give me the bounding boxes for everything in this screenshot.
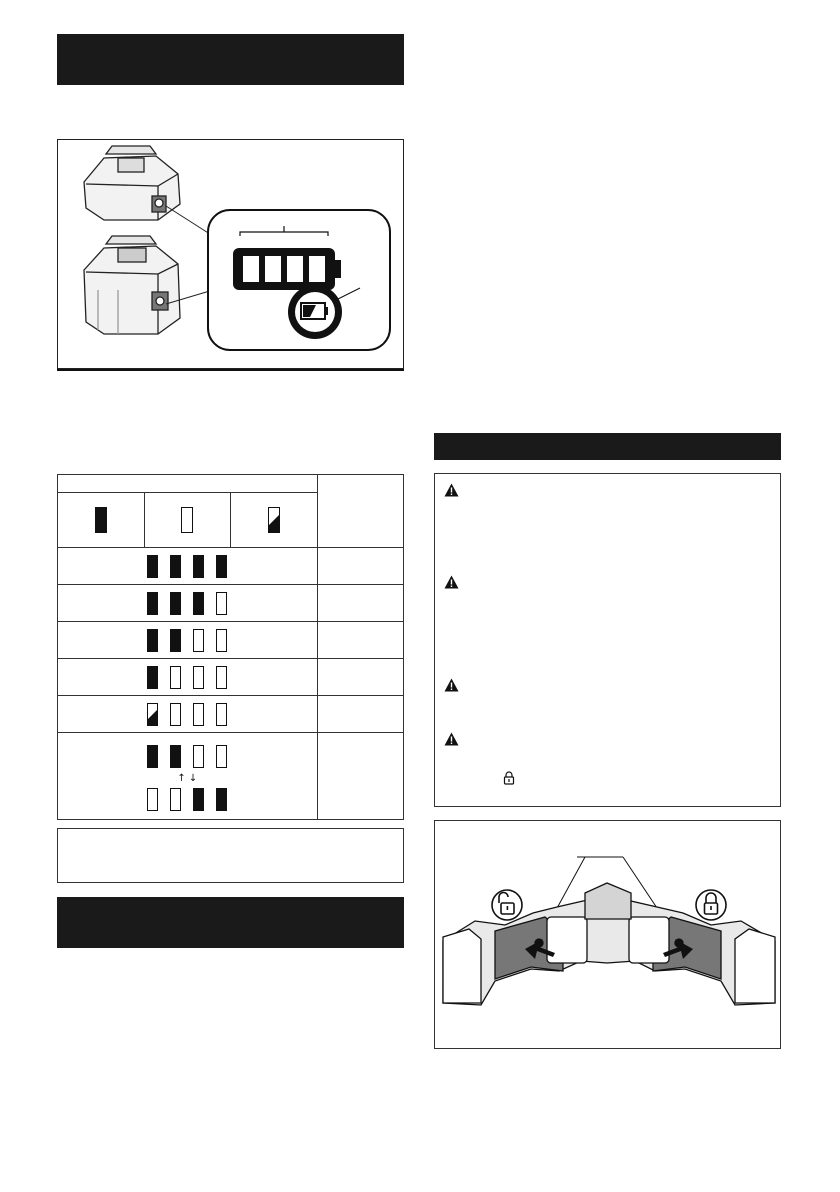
gauge-lamp-1 bbox=[243, 256, 259, 282]
warning-triangle-icon bbox=[444, 678, 459, 692]
capacity-cell bbox=[317, 548, 403, 585]
battery-pack-small bbox=[84, 146, 180, 220]
lamp-on-icon bbox=[147, 555, 158, 578]
table-row bbox=[58, 733, 404, 820]
table-header-lamps bbox=[58, 475, 318, 493]
lamp-off-icon bbox=[216, 592, 227, 615]
lock-switch-figure bbox=[434, 820, 781, 1049]
battery-pack-large bbox=[84, 236, 180, 334]
lamp-row-4 bbox=[58, 659, 318, 696]
lamp-on-icon bbox=[170, 555, 181, 578]
table-row bbox=[58, 659, 404, 696]
lamp-on-icon bbox=[216, 788, 227, 811]
lamp-off-icon bbox=[147, 788, 158, 811]
gauge-lamp-2 bbox=[265, 256, 281, 282]
lamp-row-2 bbox=[58, 585, 318, 622]
legend-blinking bbox=[231, 493, 318, 548]
tool-illustration bbox=[435, 821, 780, 1048]
lamp-off-icon bbox=[193, 745, 204, 768]
alternating-arrows-icon: ↑ ↓ bbox=[177, 773, 198, 784]
lamp-off-icon bbox=[170, 788, 181, 811]
lamp-on-icon bbox=[193, 788, 204, 811]
section-heading-bar-3 bbox=[434, 433, 781, 460]
indicator-table bbox=[57, 474, 404, 820]
lamp-off-icon bbox=[216, 666, 227, 689]
lamp-off-icon bbox=[216, 745, 227, 768]
lamp-row-6 bbox=[58, 733, 318, 820]
capacity-cell bbox=[317, 696, 403, 733]
gauge-lamp-4 bbox=[309, 256, 325, 282]
lamp-off-icon bbox=[216, 629, 227, 652]
lamp-on-icon bbox=[193, 555, 204, 578]
legend-off bbox=[144, 493, 231, 548]
lamp-on-icon bbox=[147, 592, 158, 615]
capacity-cell bbox=[317, 659, 403, 696]
lock-icon bbox=[696, 890, 726, 920]
lamp-on-icon bbox=[147, 745, 158, 768]
table-row bbox=[58, 585, 404, 622]
warning-triangle-icon bbox=[444, 483, 459, 497]
battery-indicator-figure bbox=[57, 139, 404, 369]
capacity-cell bbox=[317, 585, 403, 622]
section-heading-bar-1 bbox=[57, 34, 404, 85]
lock-icon bbox=[503, 771, 515, 785]
figure-underline bbox=[57, 369, 404, 371]
note-box bbox=[57, 828, 404, 883]
lamp-on-icon bbox=[95, 507, 107, 533]
lamp-blinking-icon bbox=[268, 507, 280, 533]
lamp-off-icon bbox=[216, 703, 227, 726]
lamp-on-icon bbox=[170, 629, 181, 652]
lamp-off-icon bbox=[193, 629, 204, 652]
lamp-blinking-icon bbox=[147, 703, 158, 726]
legend-lighted bbox=[58, 493, 145, 548]
lamp-on-icon bbox=[147, 666, 158, 689]
lamp-off-icon bbox=[193, 703, 204, 726]
unlock-icon bbox=[492, 890, 522, 920]
table-row bbox=[58, 696, 404, 733]
lamp-on-icon bbox=[216, 555, 227, 578]
warning-box bbox=[434, 473, 781, 807]
capacity-cell bbox=[317, 622, 403, 659]
lamp-off-icon bbox=[170, 703, 181, 726]
warning-triangle-icon bbox=[444, 575, 459, 589]
battery-illustration bbox=[58, 140, 403, 367]
lamp-row-3 bbox=[58, 622, 318, 659]
lamp-off-icon bbox=[181, 507, 193, 533]
gauge-lamp-3 bbox=[287, 256, 303, 282]
lamp-on-icon bbox=[147, 629, 158, 652]
table-row bbox=[58, 548, 404, 585]
lamp-on-icon bbox=[170, 745, 181, 768]
table-header-capacity bbox=[317, 475, 403, 548]
table-row bbox=[58, 622, 404, 659]
lamp-off-icon bbox=[170, 666, 181, 689]
lamp-off-icon bbox=[193, 666, 204, 689]
capacity-cell bbox=[317, 733, 403, 820]
lamp-row-1 bbox=[58, 548, 318, 585]
section-heading-bar-2 bbox=[57, 897, 404, 948]
lamp-row-5 bbox=[58, 696, 318, 733]
lamp-on-icon bbox=[170, 592, 181, 615]
lamp-on-icon bbox=[193, 592, 204, 615]
warning-triangle-icon bbox=[444, 732, 459, 746]
